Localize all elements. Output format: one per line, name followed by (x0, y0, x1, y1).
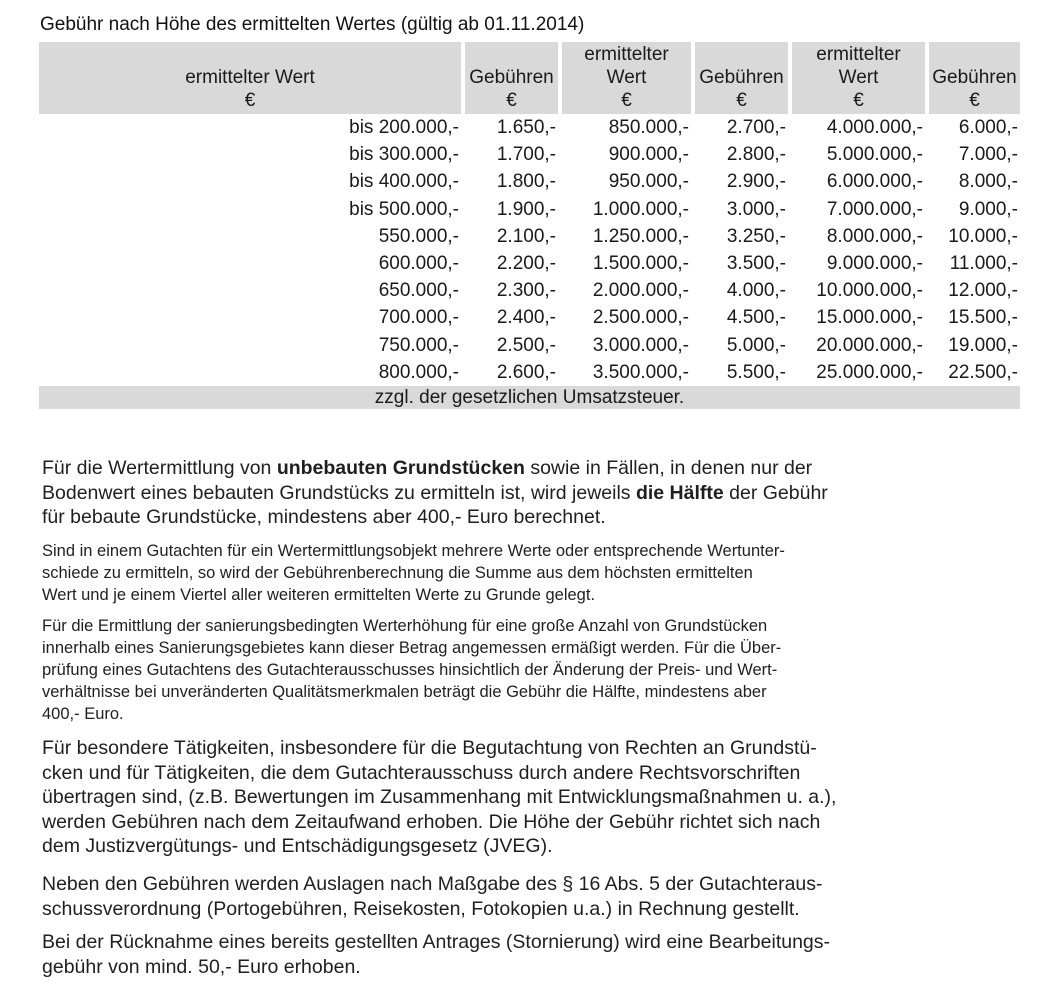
table-cell: 2.500.000,- (592, 307, 689, 329)
table-row (39, 250, 1020, 277)
paragraph-line: für bebaute Grundstücke, mindestens aber 400,- Euro berechnet. (42, 506, 606, 528)
table-cell: 9.000,- (958, 198, 1018, 220)
table-cell: 20.000.000,- (816, 334, 923, 356)
paragraph-line (42, 481, 828, 506)
table-cell: 2.700,- (726, 117, 786, 139)
table-cell: 11.000,- (949, 253, 1018, 275)
table-row (39, 304, 1020, 331)
table-cell: 2.000.000,- (592, 280, 689, 302)
table-cell: 12.000,- (948, 280, 1018, 302)
table-row (39, 141, 1020, 168)
paragraph-line: schiede zu ermitteln, so wird der Gebührenberechnung die Summe aus dem höchsten ermittelten (42, 564, 753, 582)
header-label: ermittelter Wert (185, 67, 315, 88)
paragraph-line: innerhalb eines Sanierungsgebietes kann dieser Betrag angemessen ermäßigt werden. Für die Über- (42, 639, 782, 657)
paragraph-line: prüfung eines Gutachtens des Gutachterausschusses hinsichtlich der Änderung der Preis- und Wert- (42, 661, 778, 679)
table-cell: 2.500,- (496, 334, 556, 356)
header-fee-3 (925, 42, 1020, 114)
table-cell: 2.300,- (496, 280, 556, 302)
paragraph-renovation-area (42, 615, 781, 725)
table-cell: 1.250.000,- (592, 225, 689, 247)
fee-table (39, 42, 1020, 409)
header-fee-1 (461, 42, 558, 114)
table-cell: 550.000,- (378, 225, 459, 247)
table-cell: 950.000,- (608, 171, 689, 193)
table-caption: Gebühr nach Höhe des ermittelten Wertes (gültig ab 01.11.2014) (40, 14, 585, 35)
text-run: sowie in Fällen, in denen nur der (524, 457, 813, 479)
fee-table-header-row (39, 42, 1020, 114)
paragraph-line: schussverordnung (Portogebühren, Reisekosten, Fotokopien u.a.) in Rechnung gestellt. (42, 897, 800, 920)
text-run: der Gebühr (723, 481, 828, 504)
table-cell: 700.000,- (378, 307, 459, 329)
table-row (39, 223, 1020, 250)
table-cell: 5.000,- (726, 334, 786, 356)
header-unit: € (506, 90, 517, 111)
header-fee-2 (691, 42, 788, 114)
paragraph-multiple-values (42, 540, 785, 606)
table-cell: 3.250,- (726, 225, 786, 247)
header-value-2 (558, 42, 691, 114)
table-cell: 3.500,- (726, 253, 786, 275)
table-cell: 2.100,- (496, 225, 556, 247)
table-cell: 15.500,- (948, 307, 1018, 329)
paragraph-line: Bei der Rücknahme eines bereits gestellten Antrages (Stornierung) wird eine Bearbeitungs- (42, 931, 831, 953)
header-label: Wert (838, 67, 879, 88)
header-label: Wert (606, 67, 647, 88)
header-label: Gebühren (932, 67, 1017, 88)
table-cell: 2.400,- (496, 307, 556, 329)
paragraph-line: Sind in einem Gutachten für ein Wertermittlungsobjekt mehrere Werte oder entsprechende Wertunter- (42, 542, 785, 560)
header-unit: € (736, 90, 747, 111)
table-row (39, 359, 1020, 386)
table-cell: 1.900,- (496, 198, 556, 220)
table-cell: 9.000.000,- (826, 253, 923, 275)
table-cell: 1.500.000,- (592, 253, 689, 275)
table-cell: 3.500.000,- (592, 361, 689, 383)
table-cell: 6.000.000,- (826, 171, 923, 193)
table-cell: 7.000,- (958, 144, 1018, 166)
table-cell: bis 200.000,- (349, 117, 459, 139)
table-cell: 900.000,- (608, 144, 689, 166)
table-cell: 1.000.000,- (592, 198, 689, 220)
bold-text: die Hälfte (635, 481, 724, 504)
table-row (39, 196, 1020, 223)
table-cell: 1.700,- (496, 144, 556, 166)
paragraph-expenses (42, 872, 823, 921)
table-cell: 2.200,- (496, 253, 556, 275)
table-cell: 750.000,- (378, 334, 459, 356)
table-cell: 4.500,- (726, 307, 786, 329)
paragraph-line: Neben den Gebühren werden Auslagen nach Maßgabe des § 16 Abs. 5 der Gutachteraus- (42, 873, 823, 895)
table-cell: 10.000,- (948, 225, 1018, 247)
table-cell: 7.000.000,- (826, 198, 923, 220)
table-cell: 8.000,- (958, 171, 1018, 193)
table-cell: 650.000,- (378, 280, 459, 302)
table-cell: 850.000,- (608, 117, 689, 139)
table-cell: 6.000,- (958, 117, 1018, 139)
header-label-top: ermittelter (584, 44, 669, 65)
header-unit: € (244, 90, 256, 111)
text-run: Bodenwert eines bebauten Grundstücks zu ermitteln ist, wird jeweils (42, 481, 636, 504)
table-cell: bis 300.000,- (349, 144, 459, 166)
table-row (39, 114, 1020, 141)
table-cell: 5.500,- (726, 361, 786, 383)
table-cell: 15.000.000,- (816, 307, 923, 329)
paragraph-line: übertragen sind, (z.B. Bewertungen im Zusammenhang mit Entwicklungsmaßnahmen u. a.), (42, 786, 837, 808)
header-label: Gebühren (699, 67, 784, 88)
paragraph-line: cken und für Tätigkeiten, die dem Gutachterausschuss durch andere Rechtsvorschriften (42, 761, 801, 784)
paragraph-line: dem Justizvergütungs- und Entschädigungsgesetz (JVEG). (42, 835, 553, 857)
table-cell: bis 500.000,- (349, 198, 459, 220)
bold-text: unbebauten Grundstücken (276, 457, 525, 479)
table-cell: 2.800,- (726, 144, 786, 166)
paragraph-unbuilt-land (42, 456, 828, 530)
vat-footer-row (39, 386, 1020, 409)
table-cell: 5.000.000,- (826, 144, 923, 166)
table-cell: 10.000.000,- (816, 280, 923, 302)
table-cell: 1.800,- (496, 171, 556, 193)
paragraph-line: Für die Ermittlung der sanierungsbedingten Werterhöhung für eine große Anzahl von Grundstücken (42, 617, 768, 635)
table-cell: 2.900,- (726, 171, 786, 193)
table-cell: 4.000.000,- (826, 117, 923, 139)
table-cell: 25.000.000,- (816, 361, 923, 383)
header-unit: € (621, 90, 632, 111)
paragraph-special-activities (42, 736, 836, 859)
paragraph-cancellation (42, 930, 830, 979)
table-cell: bis 400.000,- (349, 171, 459, 193)
table-cell: 800.000,- (378, 361, 459, 383)
paragraph-line: gebühr von mind. 50,- Euro erhoben. (42, 955, 361, 978)
table-row (39, 168, 1020, 195)
table-cell: 3.000.000,- (592, 334, 689, 356)
header-value-1 (39, 42, 461, 114)
table-cell: 8.000.000,- (826, 225, 923, 247)
table-row (39, 277, 1020, 304)
table-cell: 2.600,- (496, 361, 556, 383)
header-value-3 (788, 42, 925, 114)
paragraph-line (42, 456, 828, 481)
table-cell: 19.000,- (948, 334, 1018, 356)
table-cell: 22.500,- (948, 361, 1018, 383)
text-run: Für die Wertermittlung von (42, 457, 277, 479)
paragraph-line: werden Gebühren nach dem Zeitaufwand erhoben. Die Höhe der Gebühr richtet sich nach (42, 810, 821, 833)
paragraph-line: Für besondere Tätigkeiten, insbesondere für die Begutachtung von Rechten an Grundstü- (42, 737, 817, 759)
header-label-top: ermittelter (816, 44, 901, 65)
table-cell: 4.000,- (726, 280, 786, 302)
paragraph-line: 400,- Euro. (42, 705, 124, 723)
header-unit: € (969, 90, 980, 111)
header-unit: € (853, 90, 864, 111)
paragraph-line: verhältnisse bei unveränderten Qualitätsmerkmalen beträgt die Gebühr die Hälfte, mindestens aber (42, 683, 767, 701)
table-cell: 1.650,- (496, 117, 556, 139)
vat-note: zzgl. der gesetzlichen Umsatzsteuer. (39, 386, 1020, 409)
table-row (39, 332, 1020, 359)
table-cell: 3.000,- (726, 198, 786, 220)
header-label: Gebühren (469, 67, 554, 88)
table-cell: 600.000,- (378, 253, 459, 275)
paragraph-line: Wert und je einem Viertel aller weiteren ermittelten Werte zu Grunde gelegt. (42, 586, 596, 604)
